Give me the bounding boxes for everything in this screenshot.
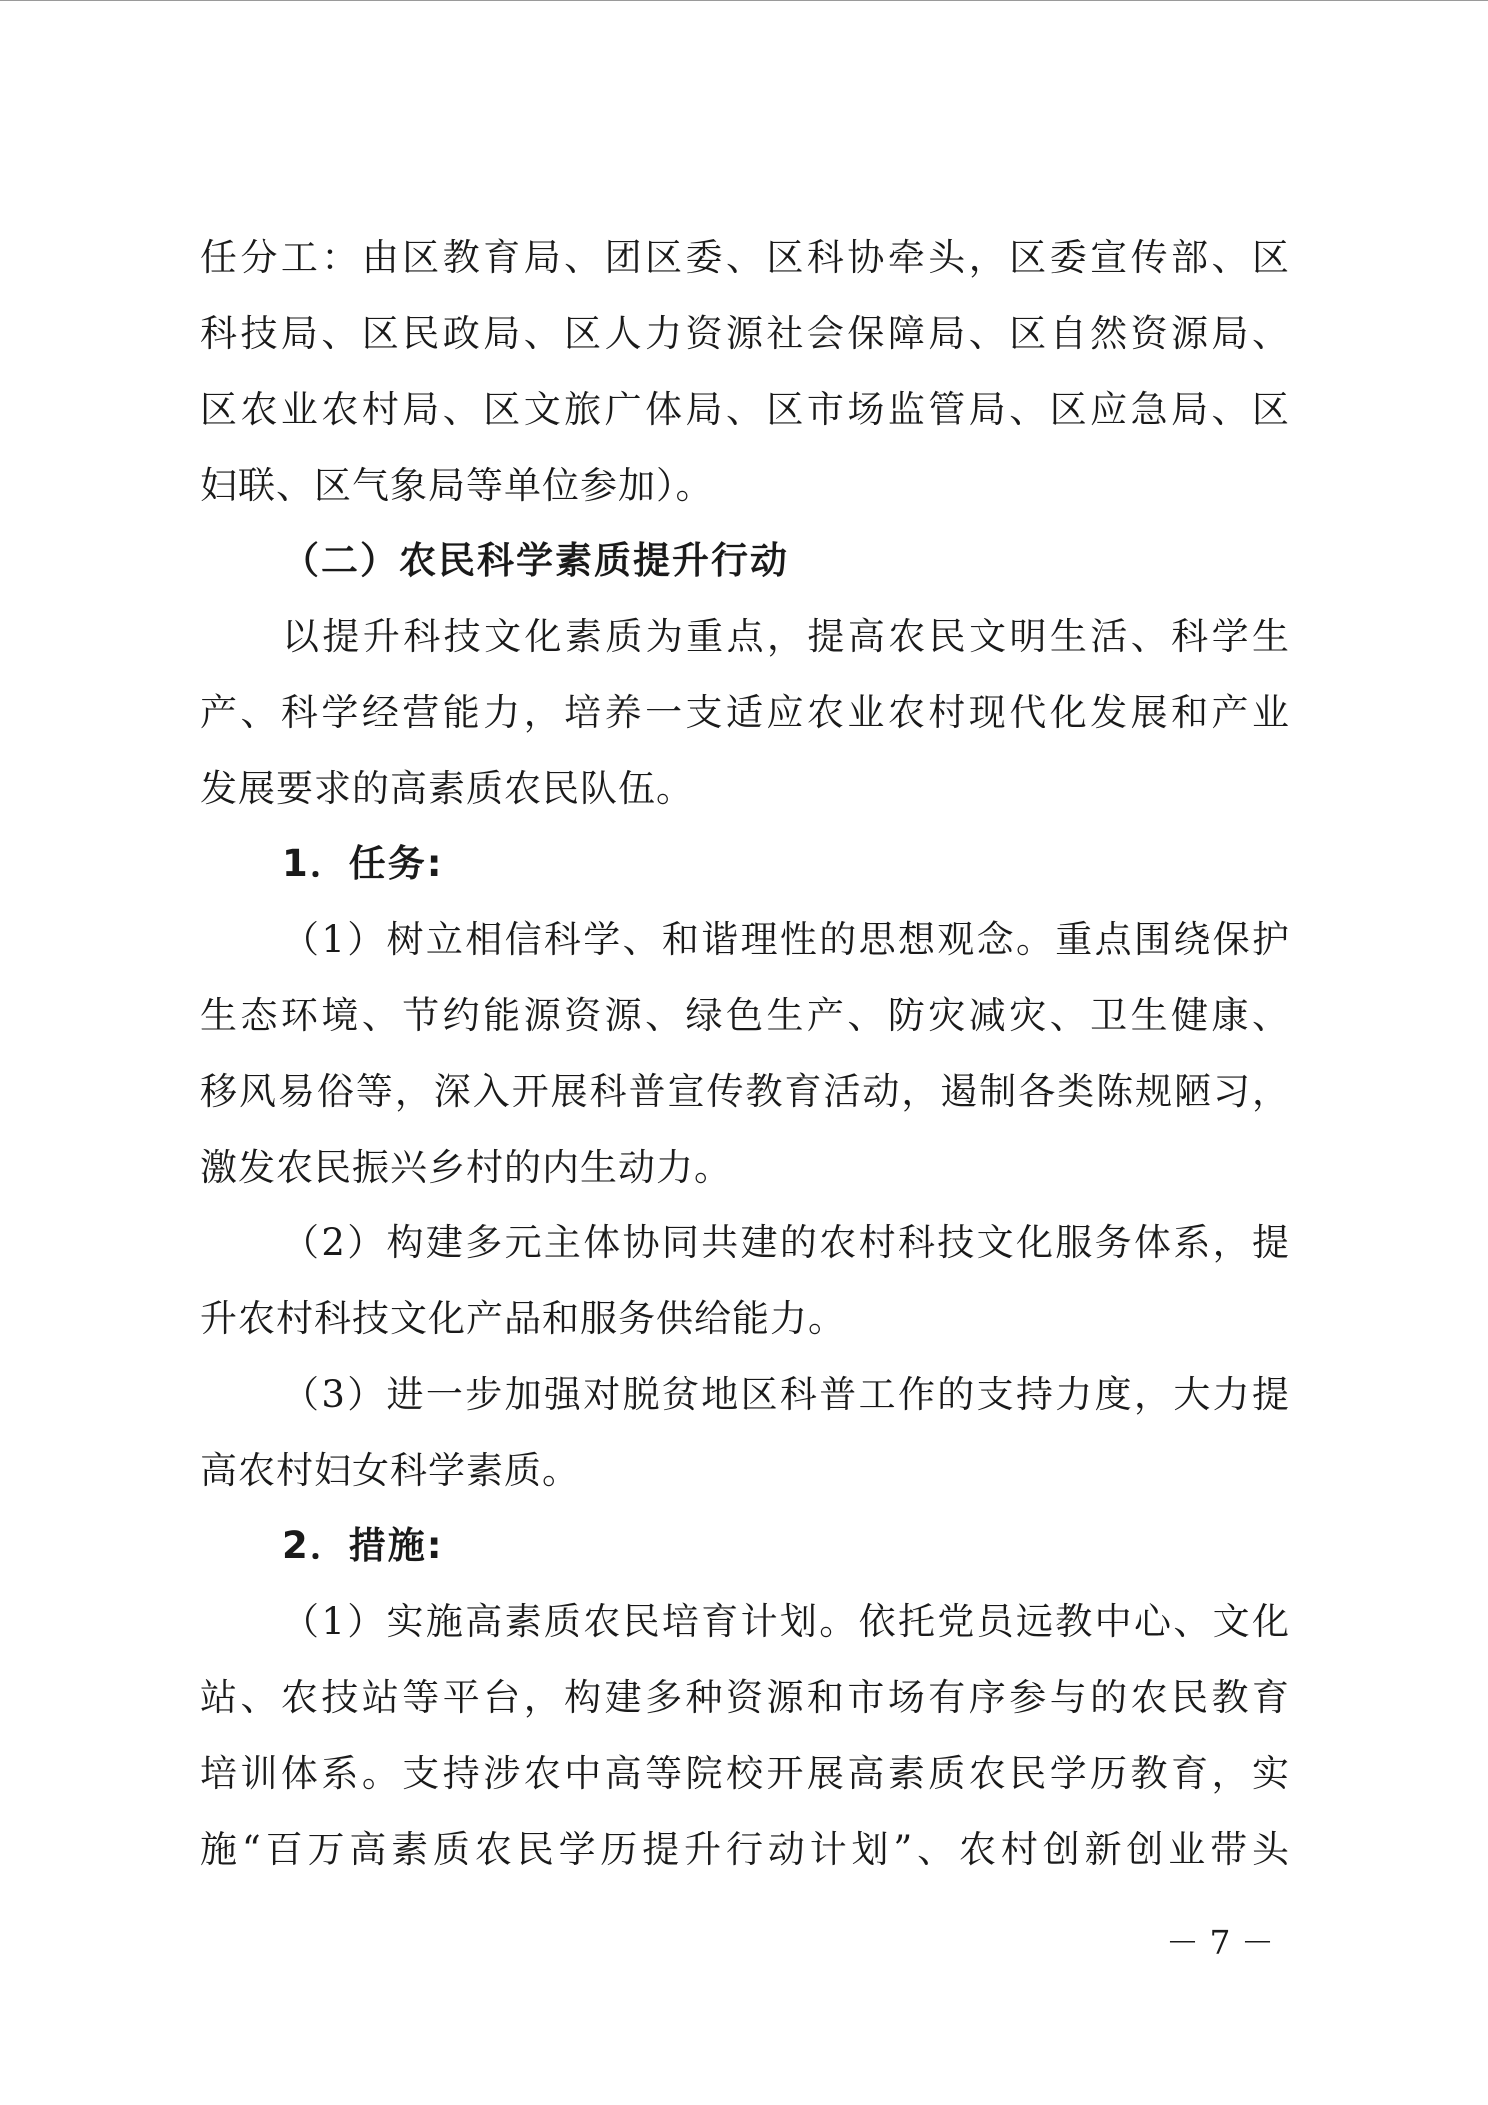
paragraph-first-line: 以提升科技文化素质为重点，提高农民文明生活、科学生 — [282, 615, 1290, 658]
subheading-measures: 2．措施: — [282, 1524, 444, 1567]
page-number: － 7 － — [1166, 1923, 1274, 1962]
body-text-line: 任分工：由区教育局、团区委、区科协牵头，区委宣传部、区 — [200, 236, 1290, 279]
body-text-line: 妇联、区气象局等单位参加）。 — [200, 464, 714, 507]
subheading-tasks: 1．任务: — [282, 842, 444, 885]
body-text-line: 高农村妇女科学素质。 — [200, 1449, 580, 1492]
body-text-line: 施“百万高素质农民学历提升行动计划”、农村创新创业带头 — [200, 1828, 1290, 1871]
section-heading: （二）农民科学素质提升行动 — [282, 539, 789, 582]
body-text-line: 产、科学经营能力，培养一支适应农业农村现代化发展和产业 — [200, 691, 1290, 734]
body-text-line: 移风易俗等，深入开展科普宣传教育活动，遏制各类陈规陋习， — [200, 1070, 1290, 1113]
body-text-line: 升农村科技文化产品和服务供给能力。 — [200, 1297, 846, 1340]
body-text-line: 站、农技站等平台，构建多种资源和市场有序参与的农民教育 — [200, 1676, 1290, 1719]
paragraph-first-line: （1）树立相信科学、和谐理性的思想观念。重点围绕保护 — [282, 918, 1290, 961]
body-text-line: 激发农民振兴乡村的内生动力。 — [200, 1146, 732, 1189]
paragraph-first-line: （3）进一步加强对脱贫地区科普工作的支持力度，大力提 — [282, 1373, 1290, 1416]
body-text-line: 培训体系。支持涉农中高等院校开展高素质农民学历教育，实 — [200, 1752, 1290, 1795]
body-text-line: 生态环境、节约能源资源、绿色生产、防灾减灾、卫生健康、 — [200, 994, 1290, 1037]
body-text-line: 发展要求的高素质农民队伍。 — [200, 767, 694, 810]
body-text-line: 区农业农村局、区文旅广体局、区市场监管局、区应急局、区 — [200, 388, 1290, 431]
paragraph-first-line: （1）实施高素质农民培育计划。依托党员远教中心、文化 — [282, 1600, 1290, 1643]
paragraph-first-line: （2）构建多元主体协同共建的农村科技文化服务体系，提 — [282, 1221, 1290, 1264]
body-text-line: 科技局、区民政局、区人力资源社会保障局、区自然资源局、 — [200, 312, 1290, 355]
